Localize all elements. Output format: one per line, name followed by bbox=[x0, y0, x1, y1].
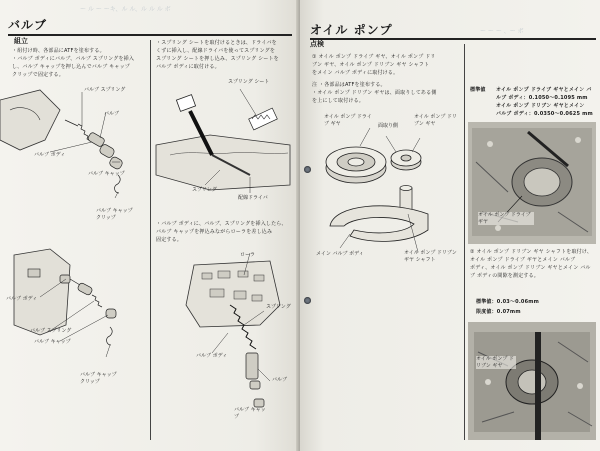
label-valve-body-2: バルブ ボディ bbox=[6, 296, 38, 302]
pump-clearance-photo-2 bbox=[468, 322, 596, 440]
left-page: ー ル ー ーキ、ル ル、ル ル ル ボ バルブ 組立 ・組付け時、各部品にATFを塗布する。 ・バルブ ボディにバルブ、バルブ スプリングを挿入 し、バルブ キャップを押し込んでバルブ キャップ クリップで固定する。 ・スプリング シートを取付けるときは、ドライバを くずに挿入し、配線ドライバを使ってスプリングを スプリング シートを押し込み、スプリング シートを バルブ ボディに取付ける。 ・バルブ ボディに、バルブ、スプリングを挿入したら、 バルブ キャップを押込みながらローラを差し込み 固定する。 バルブ スプリング バルブ バルブ ボディ バルブ キャップ バルブ キャップ クリップ スプリング シート スプリング 配線ドライバ バルブ ボディ バルブ スプリング バルブ キャップ バルブ キャップ クリップ ローラ スプリング バルブ ボディ バルブ バルブ キャップ bbox=[0, 0, 300, 451]
label-valve-cap-3: バルブ キャップ bbox=[234, 407, 266, 420]
left-section-heading: 組立 bbox=[14, 37, 28, 45]
label-valve-3: バルブ bbox=[272, 377, 288, 383]
label-valve-cap-2: バルブ キャップ bbox=[34, 339, 71, 345]
label-spring-3: スプリング bbox=[266, 304, 291, 310]
drive-gear bbox=[326, 147, 386, 183]
right-title-rule bbox=[310, 38, 596, 40]
spring-seat-figure bbox=[150, 75, 296, 215]
label-valve-1: バルブ bbox=[104, 111, 120, 117]
label-drive-gear: オイル ポンプ ドライブ ギヤ bbox=[324, 114, 372, 127]
right-column-divider bbox=[464, 44, 465, 440]
right-page-title: オイル ポンプ bbox=[310, 23, 393, 37]
spec1-label: 標準値 bbox=[470, 87, 486, 93]
label-valve-body-1: バルブ ボディ bbox=[34, 152, 66, 158]
label-main-valve-body: メイン バルブ ボディ bbox=[316, 251, 364, 257]
label-valve-spring-2: バルブ スプリング bbox=[30, 328, 72, 334]
label-wiring-driver: 配線ドライバ bbox=[238, 195, 268, 201]
label-spring-mid: スプリング bbox=[192, 187, 217, 193]
label-valve-body-3: バルブ ボディ bbox=[196, 353, 228, 359]
driven-gear bbox=[391, 150, 421, 170]
valve-body-roller-figure bbox=[150, 245, 296, 425]
right-section-heading: 点検 bbox=[310, 40, 324, 48]
label-valve-cap-clip-1: バルブ キャップ クリップ bbox=[96, 208, 133, 221]
label-right-driven-gear: オイル ポンプ ドリブン ギヤ bbox=[476, 356, 516, 369]
label-right-drive-gear: オイル ポンプ ドライブ ギヤ bbox=[478, 212, 534, 225]
label-roller: ローラ bbox=[240, 252, 256, 258]
label-valve-spring-1: バルブ スプリング bbox=[84, 87, 126, 93]
label-valve-cap-clip-2: バルブ キャップ クリップ bbox=[80, 372, 117, 385]
right-page: ー ー ー 、ー ポ オイル ポンプ 点検 ① オイル ポンプ ドライブ ギヤ、オイル ポンプ ドリ ブン ギヤ、オイル ポンプ ドリブン ギヤ シャフト をメイン バルブ ボディに取付ける。 注 ・各部品はATFを塗布する。 ・オイル ポンプ ドリブン ギヤは、面取りしてある側 を上にして取付ける。 オイル ポンプ ドライブ ギヤ 面取り側 オイル ポンプ ドリブン ギヤ メイン バルブ ボディ オイル ポンプ ドリブン ギヤ シャフト 標準値 オイル ポンプ ドライブ ギヤとメイン バ ルブ ボディ：0.1050～0.1095 mm オイル ポンプ ドリブン ギヤとメイン バルブ ボディ：0.0350～0.0625 mm オイル ポンプ ドライブ ギヤ ② オイル ポンプ ドリブン ギヤ シャフトを取付け、 オイル ポンプ ドライブ ギヤとメイン バルブ ボディ、オイル ポンプ ドリブン ギヤとメイン バル ブ ボディの間隙を測定する。 標準値：0.03～0.06mm 限度値：0.07mm オイル ポンプ ドリブン ギヤ bbox=[300, 0, 600, 451]
label-driven-shaft: オイル ポンプ ドリブン ギヤ シャフト bbox=[404, 250, 457, 263]
left-title-rule bbox=[8, 34, 292, 36]
label-valve-cap-1: バルブ キャップ bbox=[88, 171, 125, 177]
valve-assembly-figure-2 bbox=[0, 245, 150, 405]
label-spring-seat: スプリング シート bbox=[228, 79, 270, 85]
pump-clearance-photo-1 bbox=[468, 122, 596, 244]
label-driven-gear: オイル ポンプ ドリブン ギヤ bbox=[414, 114, 457, 127]
left-page-title: バルブ bbox=[8, 18, 48, 32]
binder-hole-lower bbox=[304, 297, 311, 304]
label-chamfer: 面取り側 bbox=[378, 123, 399, 129]
